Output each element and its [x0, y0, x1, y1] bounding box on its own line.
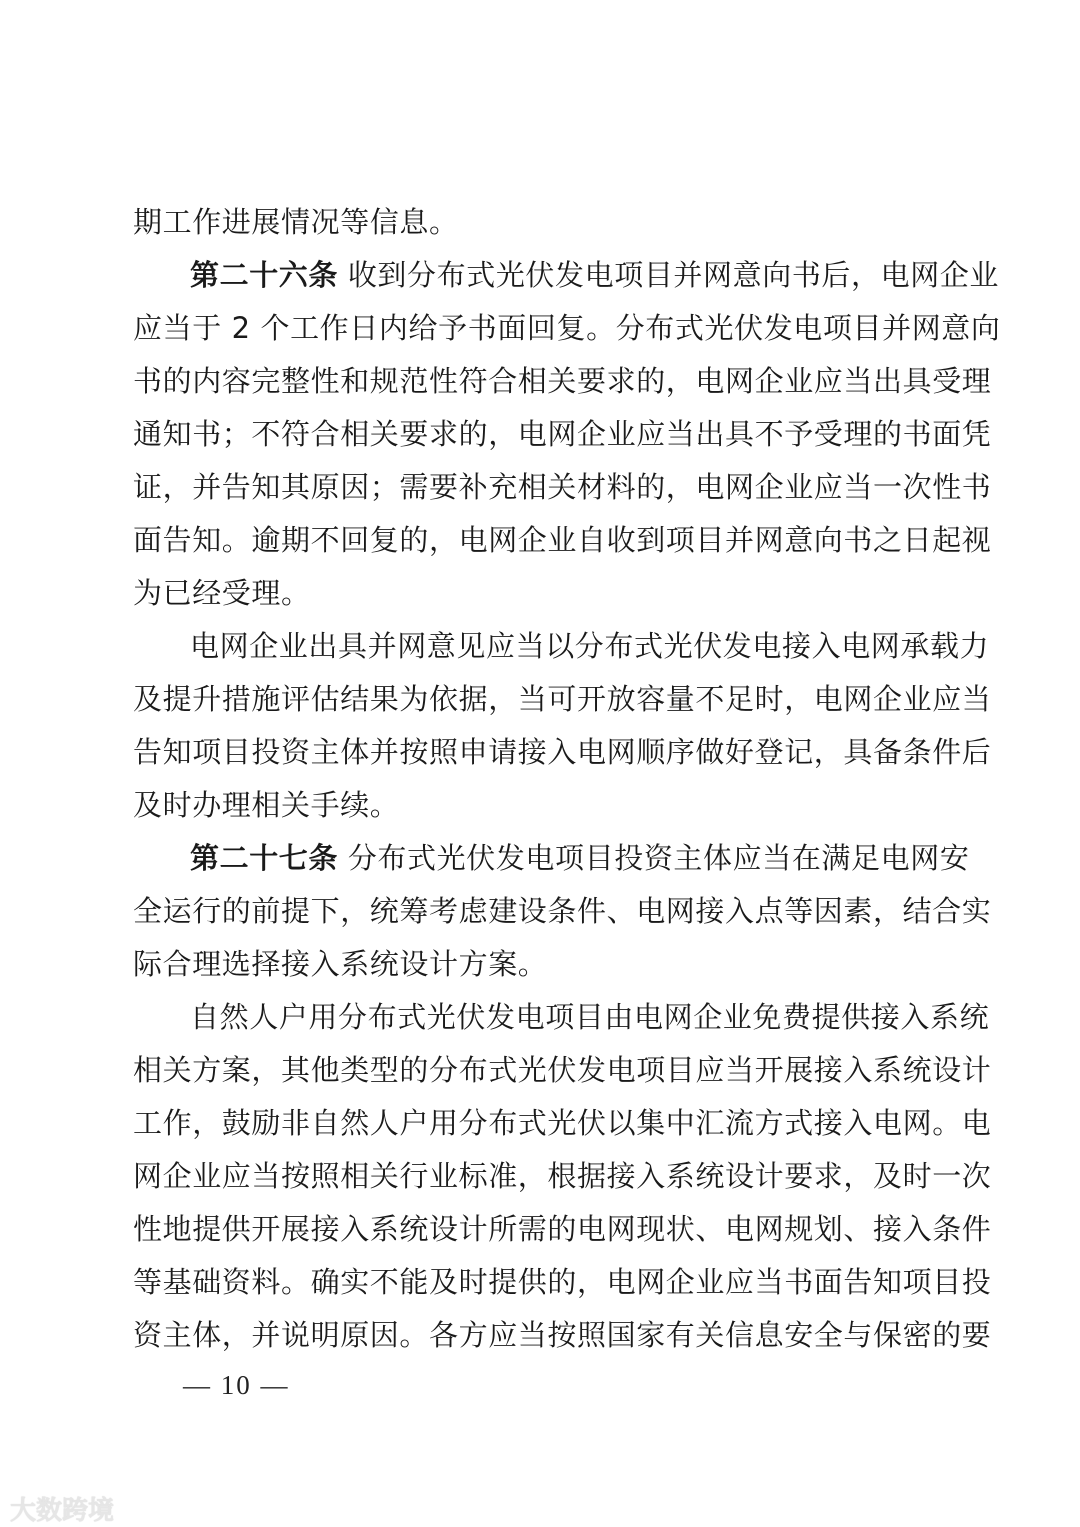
- line-text: 分布式光伏发电项目投资主体应当在满足电网安: [338, 841, 970, 875]
- line-text: 等基础资料。确实不能及时提供的，电网企业应当书面告知项目投: [133, 1265, 992, 1299]
- text-line: [133, 311, 1001, 345]
- line-text: 证，并告知其原因；需要补充相关材料的，电网企业应当一次性书: [133, 470, 992, 504]
- line-text: 为已经受理。: [133, 576, 311, 610]
- line-text: 际合理选择接入系统设计方案。: [133, 947, 548, 981]
- line-text: 工作，鼓励非自然人户用分布式光伏以集中汇流方式接入电网。电: [133, 1106, 992, 1140]
- line-text: 书的内容完整性和规范性符合相关要求的，电网企业应当出具受理: [133, 364, 992, 398]
- text-line: [133, 1318, 992, 1352]
- text-line: [133, 1212, 992, 1246]
- line-text: 全运行的前提下，统筹考虑建设条件、电网接入点等因素，结合实: [133, 894, 992, 928]
- page-number: — 10 —: [183, 1370, 290, 1400]
- line-text: 应当于 2 个工作日内给予书面回复。分布式光伏发电项目并网意向: [133, 311, 1001, 345]
- line-text: 告知项目投资主体并按照申请接入电网顺序做好登记，具备条件后: [133, 735, 992, 769]
- line-text: 网企业应当按照相关行业标准，根据接入系统设计要求，及时一次: [133, 1159, 992, 1193]
- article-heading: 第二十七条: [190, 841, 339, 875]
- text-line: [133, 788, 938, 822]
- text-line: [133, 205, 938, 239]
- text-line: [133, 576, 938, 610]
- text-line: [133, 1106, 992, 1140]
- line-text: 面告知。逾期不回复的，电网企业自收到项目并网意向书之日起视: [133, 523, 992, 557]
- line-text: 及提升措施评估结果为依据，当可开放容量不足时，电网企业应当: [133, 682, 992, 716]
- text-line: [190, 1000, 990, 1034]
- text-line: [133, 682, 992, 716]
- line-text: 电网企业出具并网意见应当以分布式光伏发电接入电网承载力: [190, 629, 990, 663]
- text-line: [133, 1265, 992, 1299]
- text-line: [133, 1159, 992, 1193]
- line-text: 通知书；不符合相关要求的，电网企业应当出具不予受理的书面凭: [133, 417, 992, 451]
- text-line: [133, 894, 992, 928]
- text-line: [190, 258, 1000, 292]
- text-line: [133, 1053, 992, 1087]
- text-line: [190, 841, 970, 875]
- text-line: [133, 364, 992, 398]
- line-text: 收到分布式光伏发电项目并网意向书后，电网企业: [338, 258, 1000, 292]
- line-text: 性地提供开展接入系统设计所需的电网现状、电网规划、接入条件: [133, 1212, 992, 1246]
- line-text: 自然人户用分布式光伏发电项目由电网企业免费提供接入系统: [190, 1000, 990, 1034]
- article-heading: 第二十六条: [190, 258, 339, 292]
- line-text: 期工作进展情况等信息。: [133, 205, 459, 239]
- text-line: [133, 735, 992, 769]
- text-line: [133, 523, 992, 557]
- text-line: [133, 470, 992, 504]
- line-text: 及时办理相关手续。: [133, 788, 400, 822]
- text-line: [133, 417, 992, 451]
- text-line: [133, 947, 938, 981]
- line-text: 资主体，并说明原因。各方应当按照国家有关信息安全与保密的要: [133, 1318, 992, 1352]
- text-line: [190, 629, 990, 663]
- watermark-logo: 大数跨境: [10, 1496, 115, 1526]
- line-text: 相关方案，其他类型的分布式光伏发电项目应当开展接入系统设计: [133, 1053, 992, 1087]
